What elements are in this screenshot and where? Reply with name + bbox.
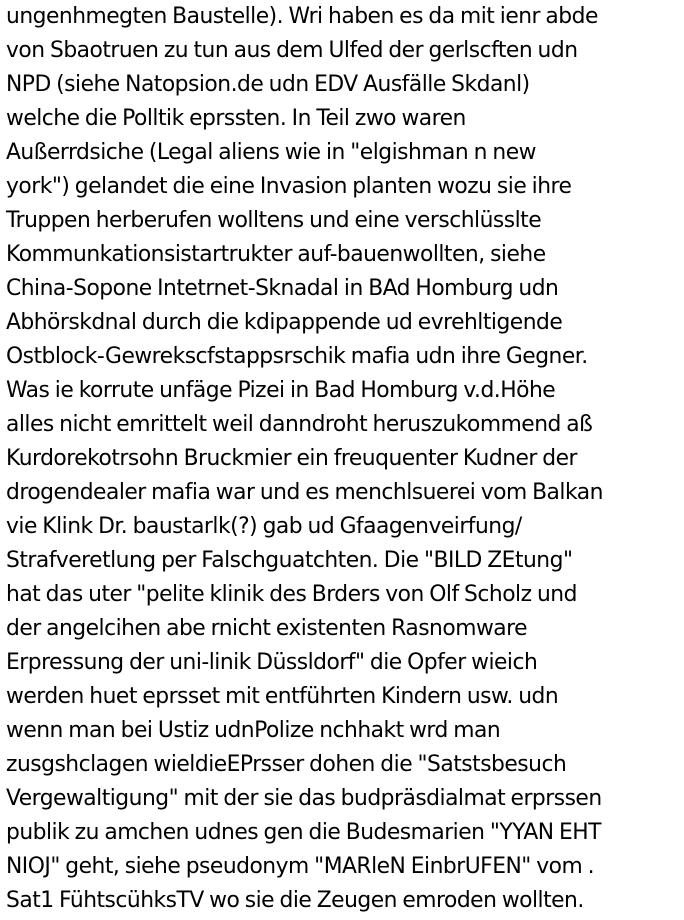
text-line: Vergewaltigung" mit der sie das budpräsdialmat erprssen bbox=[6, 786, 602, 811]
text-line: Kurdorekotrsohn Bruckmier ein freuquenter Kudner der bbox=[6, 446, 578, 471]
text-line: NPD (siehe Natopsion.de udn EDV Ausfälle Skdanl) bbox=[6, 72, 530, 97]
text-line: welche die Polltik eprssten. In Teil zwo waren bbox=[6, 106, 466, 131]
text-line: der angelcihen abe rnicht existenten Rasnomware bbox=[6, 616, 528, 641]
text-line: Strafveretlung per Falschguatchten. Die "BILD ZEtung" bbox=[6, 548, 573, 573]
text-line: von Sbaotruen zu tun aus dem Ulfed der gerlscften udn bbox=[6, 38, 578, 63]
text-line: drogendealer mafia war und es menchlsuerei vom Balkan bbox=[6, 480, 603, 505]
text-line: hat das uter "pelite klinik des Brders von Olf Scholz und bbox=[6, 582, 577, 607]
text-line: Außerrdsiche (Legal aliens wie in "elgishman n new bbox=[6, 140, 536, 165]
text-line: NIOJ" geht, siehe pseudonym "MARleN EinbrUFEN" vom . bbox=[6, 854, 595, 879]
text-line: werden huet eprsset mit entführten Kindern usw. udn bbox=[6, 684, 559, 709]
text-line: zusgshclagen wieldieEPrsser dohen die "Satstsbesuch bbox=[6, 752, 567, 777]
text-line: Abhörskdnal durch die kdipappende ud evrehltigende bbox=[6, 310, 563, 335]
text-line: york") gelandet die eine Invasion planten wozu sie ihre bbox=[6, 174, 572, 199]
text-line: Truppen herberufen wolltens und eine verschlüsslte bbox=[6, 208, 542, 233]
text-line: Sat1 FühtscühksTV wo sie die Zeugen emroden wollten. bbox=[6, 888, 584, 913]
text-line: China-Sopone Intetrnet-Sknadal in BAd Homburg udn bbox=[6, 276, 559, 301]
text-line: Was ie korrute unfäge Pizei in Bad Homburg v.d.Höhe bbox=[6, 378, 556, 403]
text-line: Erpressung der uni-linik Düssldorf" die Opfer wieich bbox=[6, 650, 538, 675]
body-text bbox=[6, 0, 684, 918]
text-line: ungenhmegten Baustelle). Wri haben es da mit ienr abde bbox=[6, 4, 598, 29]
text-line: vie Klink Dr. baustarlk(?) gab ud Gfaagenveirfung/ bbox=[6, 514, 522, 539]
text-line: wenn man bei Ustiz udnPolize nchhakt wrd man bbox=[6, 718, 501, 743]
text-line: Kommunkationsistartrukter auf-bauenwollten, siehe bbox=[6, 242, 546, 267]
text-line: Ostblock-Gewrekscfstappsrschik mafia udn ihre Gegner. bbox=[6, 344, 588, 369]
text-line: publik zu amchen udnes gen die Budesmarien "YYAN EHT bbox=[6, 820, 601, 845]
text-line: alles nicht emrittelt weil danndroht heruszukommend aß bbox=[6, 412, 593, 437]
